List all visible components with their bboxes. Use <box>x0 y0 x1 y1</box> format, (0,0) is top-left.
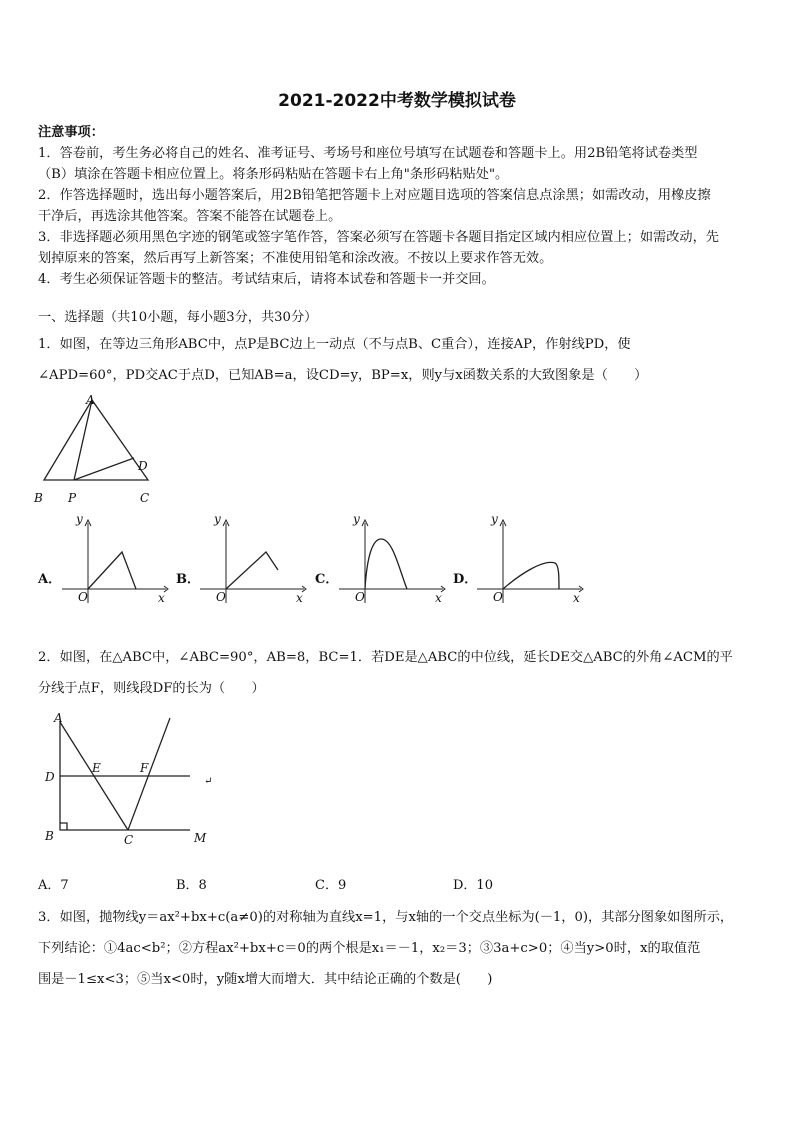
label-p: P <box>68 491 77 505</box>
q1-graph-c <box>337 512 449 607</box>
q2-text-line1: 2．如图，在△ABC中，∠ABC=90°，AB=8，BC=1．若DE是△ABC的中位线，延长DE交△ABC的外角∠ACM的平 <box>38 650 733 665</box>
notice-line: 干净后，再选涂其他答案。答案不能答在试题卷上。 <box>38 209 342 224</box>
graph-b-curve <box>226 552 278 589</box>
label-a: A <box>86 393 95 407</box>
label-e: E <box>92 761 101 775</box>
axis-x-label: x <box>296 591 303 605</box>
notice-line: 3．非选择题必须用黑色字迹的钢笔或签字笔作答，答案必须写在答题卡各题目指定区域内相应位置上；如需改动，先 <box>38 230 719 245</box>
axis-x-label: x <box>435 591 442 605</box>
notice-line: 1．答卷前，考生务必将自己的姓名、准考证号、考场号和座位号填写在试题卷和答题卡上。用2B铅笔将试卷类型 <box>38 146 698 161</box>
page-title: 2021-2022中考数学模拟试卷 <box>278 91 516 111</box>
axis-x-label: x <box>573 591 580 605</box>
q2-option-c[interactable]: C．9 <box>315 878 347 893</box>
graph-c-curve <box>365 539 407 589</box>
q1-graph-a <box>60 512 172 607</box>
origin-label: O <box>355 590 365 604</box>
label-b: B <box>45 829 54 843</box>
label-a: A <box>54 711 63 725</box>
q3-text-line1: 3．如图，抛物线y＝ax²+bx+c(a≠0)的对称轴为直线x=1，与x轴的一个交点坐标为(－1，0)，其部分图象如图所示， <box>38 910 734 925</box>
q2-figure <box>40 710 220 850</box>
q3-text-line2: 下列结论：①4ac<b²；②方程ax²+bx+c＝0的两个根是x₁＝－1，x₂＝3；③3a+c>0；④当y>0时，x的取值范 <box>38 941 701 956</box>
origin-label: O <box>78 590 88 604</box>
label-m: M <box>194 831 207 845</box>
axis-x-label: x <box>158 591 165 605</box>
axis-y-label: y <box>491 512 498 526</box>
q1-triangle-figure <box>30 390 160 508</box>
q1-option-d[interactable]: D． <box>453 572 478 587</box>
notice-heading: 注意事项： <box>38 125 104 140</box>
graph-a-curve <box>88 552 136 589</box>
q3-text-line3: 围是－1≤x<3；⑤当x<0时，y随x增大而增大．其中结论正确的个数是( ) <box>38 972 493 987</box>
notice-line: 划掉原来的答案，然后再写上新答案；不准使用铅笔和涂改液。不按以上要求作答无效。 <box>38 251 553 266</box>
axis-y-label: y <box>353 512 360 526</box>
label-b: B <box>34 491 43 505</box>
figure-lines <box>60 718 190 830</box>
q1-text-line1: 1．如图，在等边三角形ABC中，点P是BC边上一动点（不与点B、C重合），连接AP，作射线PD，使 <box>38 337 631 352</box>
section-heading: 一、选择题（共10小题，每小题3分，共30分） <box>38 310 318 325</box>
graph-d-curve <box>503 562 559 589</box>
origin-label: O <box>216 590 226 604</box>
notice-line: 2．作答选择题时，选出每小题答案后，用2B铅笔把答题卡上对应题目选项的答案信息点涂黑；如需改动，用橡皮擦 <box>38 188 711 203</box>
q1-graph-b <box>198 512 310 607</box>
q1-text-line2: ∠APD=60°，PD交AC于点D，已知AB=a，设CD=y，BP=x，则y与x函数关系的大致图象是（ ） <box>38 368 648 383</box>
q1-graph-d <box>475 512 587 607</box>
label-c: C <box>140 491 150 505</box>
q1-option-c[interactable]: C． <box>315 572 339 587</box>
notice-line: 4．考生必须保证答题卡的整洁。考试结束后，请将本试卷和答题卡一并交回。 <box>38 272 495 287</box>
q1-option-a[interactable]: A． <box>38 572 62 587</box>
notice-line: （B）填涂在答题卡相应位置上。将条形码粘贴在答题卡右上角"条形码粘贴处"。 <box>38 167 509 182</box>
axis-y-label: y <box>76 512 83 526</box>
q2-option-d[interactable]: D．10 <box>453 878 493 893</box>
label-d: D <box>138 459 148 473</box>
triangle-lines <box>44 400 148 480</box>
q2-option-b[interactable]: B．8 <box>176 878 207 893</box>
axis-y-label: y <box>214 512 221 526</box>
return-mark: ↵ <box>204 776 213 787</box>
q2-text-line2: 分线于点F，则线段DF的长为（ ） <box>38 681 265 696</box>
q2-option-a[interactable]: A．7 <box>38 878 69 893</box>
label-d: D <box>45 770 55 784</box>
origin-label: O <box>493 590 503 604</box>
label-f: F <box>140 761 149 775</box>
label-c: C <box>124 833 134 847</box>
q1-option-b[interactable]: B． <box>176 572 200 587</box>
